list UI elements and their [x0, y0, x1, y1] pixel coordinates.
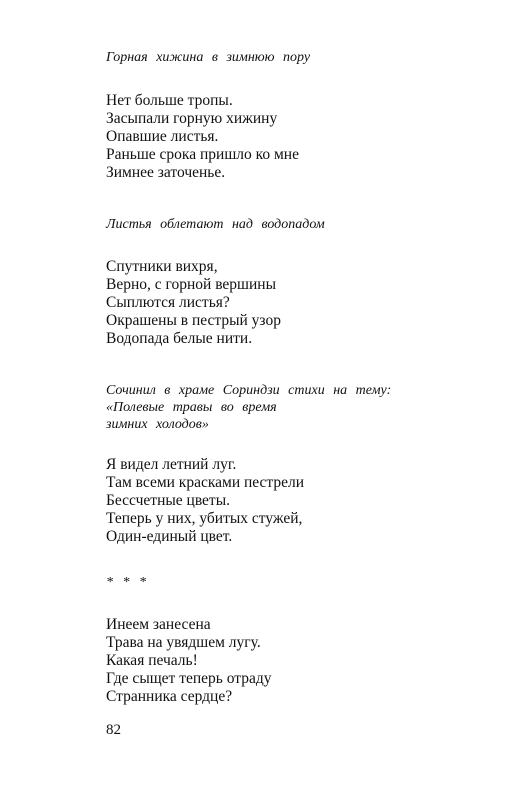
- poem-title-line: Листья облетают над водопадом: [106, 217, 325, 232]
- poem-title-line: Горная хижина в зимнюю пору: [106, 50, 311, 65]
- poem-line: Зимнее заточенье.: [106, 164, 226, 181]
- poem-line: Спутники вихря,: [106, 258, 218, 275]
- poem-line: Опавшие листья.: [106, 128, 219, 145]
- poem-line: Я видел летний луг.: [106, 456, 237, 473]
- page-number: 82: [106, 722, 121, 738]
- poem-line: Засыпали горную хижину: [106, 110, 278, 127]
- poem-1-title: [106, 49, 506, 66]
- poem-line: Нет больше тропы.: [106, 92, 233, 109]
- poem-line: Теперь у них, убитых стужей,: [106, 510, 303, 527]
- poem-line: Инеем занесена: [106, 616, 211, 633]
- poem-title-line: «Полевые травы во время: [106, 400, 277, 415]
- poem-3-text: [106, 456, 506, 546]
- poem-title-line: зимних холодов»: [106, 417, 209, 432]
- poem-line: Раньше срока пришло ко мне: [106, 146, 299, 163]
- poem-2-title: [106, 216, 506, 233]
- poem-line: Верно, с горной вершины: [106, 276, 277, 293]
- poem-1-text: [106, 92, 506, 182]
- poem-4-text: [106, 616, 506, 706]
- poem-line: Какая печаль!: [106, 652, 198, 669]
- poem-line: Там всеми красками пестрели: [106, 474, 305, 491]
- poem-line: Бессчетные цветы.: [106, 492, 230, 509]
- poem-line: Окрашены в пестрый узор: [106, 312, 281, 329]
- poem-3-title: [106, 382, 506, 433]
- poem-line: Один-единый цвет.: [106, 528, 233, 545]
- poem-line: Трава на увядшем лугу.: [106, 634, 261, 651]
- poem-line: Водопада белые нити.: [106, 330, 253, 347]
- asterism-separator: * * *: [106, 575, 146, 590]
- poem-line: Сыплются листья?: [106, 294, 230, 311]
- poem-line: Где сыщет теперь отраду: [106, 670, 272, 687]
- poem-line: Странника сердце?: [106, 688, 233, 705]
- poem-4-title: [106, 574, 506, 591]
- poem-2-text: [106, 258, 506, 348]
- poem-title-line: Сочинил в храме Сориндзи стихи на тему:: [106, 383, 392, 398]
